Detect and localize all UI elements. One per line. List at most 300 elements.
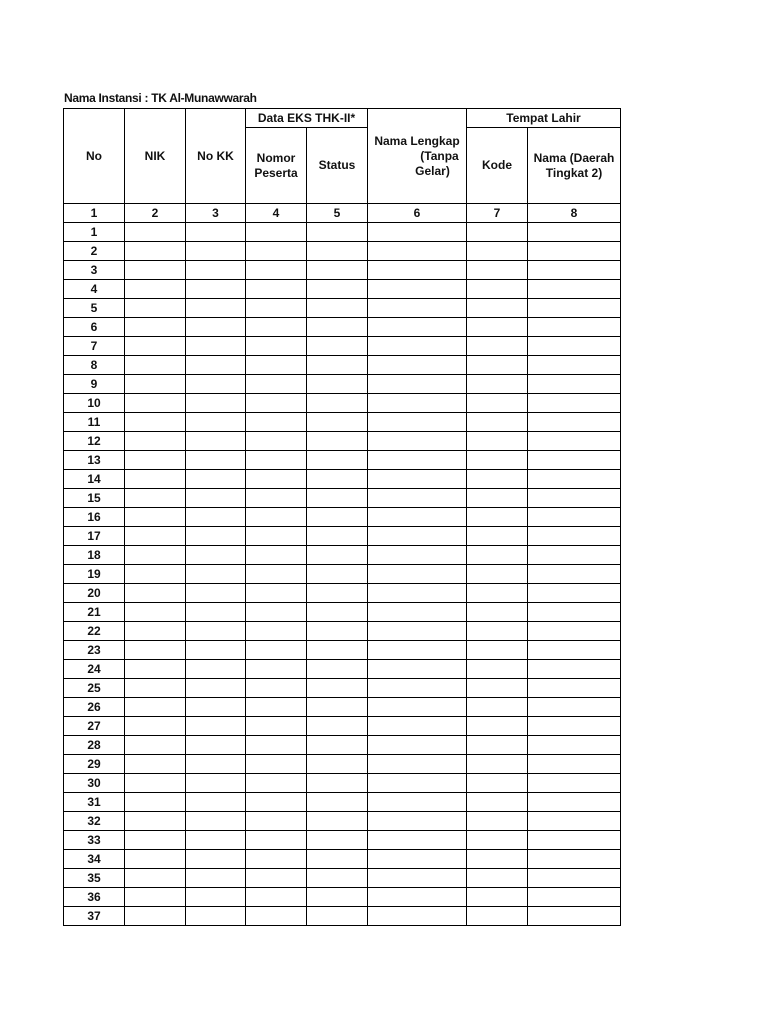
empty-cell[interactable]: [368, 489, 467, 508]
empty-cell[interactable]: [528, 793, 621, 812]
empty-cell[interactable]: [246, 907, 307, 926]
empty-cell[interactable]: [528, 546, 621, 565]
empty-cell[interactable]: [368, 356, 467, 375]
row-number: 9: [64, 375, 125, 394]
empty-cell[interactable]: [125, 584, 186, 603]
empty-cell[interactable]: [467, 261, 528, 280]
empty-cell[interactable]: [368, 850, 467, 869]
empty-cell[interactable]: [467, 831, 528, 850]
empty-cell[interactable]: [467, 375, 528, 394]
empty-cell[interactable]: [467, 432, 528, 451]
empty-cell[interactable]: [528, 698, 621, 717]
empty-cell[interactable]: [368, 774, 467, 793]
empty-cell[interactable]: [125, 679, 186, 698]
table-row: [64, 774, 621, 793]
empty-cell[interactable]: [528, 869, 621, 888]
empty-cell[interactable]: [368, 831, 467, 850]
empty-cell[interactable]: [368, 793, 467, 812]
empty-cell[interactable]: [467, 565, 528, 584]
empty-cell[interactable]: [467, 850, 528, 869]
empty-cell[interactable]: [528, 280, 621, 299]
empty-cell[interactable]: [467, 527, 528, 546]
empty-cell[interactable]: [368, 888, 467, 907]
empty-cell[interactable]: [467, 394, 528, 413]
table-row: [64, 318, 621, 337]
empty-cell[interactable]: [528, 508, 621, 527]
empty-cell[interactable]: [125, 546, 186, 565]
row-number: 8: [64, 356, 125, 375]
empty-cell[interactable]: [246, 812, 307, 831]
empty-cell[interactable]: [528, 736, 621, 755]
empty-cell[interactable]: [528, 432, 621, 451]
empty-cell[interactable]: [467, 679, 528, 698]
empty-cell[interactable]: [307, 375, 368, 394]
table-row: [64, 451, 621, 470]
empty-cell[interactable]: [307, 489, 368, 508]
empty-cell[interactable]: [368, 223, 467, 242]
empty-cell[interactable]: [467, 755, 528, 774]
empty-cell[interactable]: [467, 489, 528, 508]
nama-lengkap-line-3: Gelar): [415, 163, 450, 178]
empty-cell[interactable]: [307, 831, 368, 850]
empty-cell[interactable]: [467, 622, 528, 641]
empty-cell[interactable]: [467, 223, 528, 242]
empty-cell[interactable]: [307, 812, 368, 831]
empty-cell[interactable]: [125, 394, 186, 413]
empty-cell[interactable]: [186, 223, 246, 242]
empty-cell[interactable]: [528, 603, 621, 622]
empty-cell[interactable]: [307, 907, 368, 926]
empty-cell[interactable]: [125, 318, 186, 337]
empty-cell[interactable]: [467, 318, 528, 337]
empty-cell[interactable]: [368, 812, 467, 831]
empty-cell[interactable]: [467, 907, 528, 926]
table-row: [64, 299, 621, 318]
empty-cell[interactable]: [528, 774, 621, 793]
empty-cell[interactable]: [467, 774, 528, 793]
empty-cell[interactable]: [528, 451, 621, 470]
empty-cell[interactable]: [368, 679, 467, 698]
empty-cell[interactable]: [368, 508, 467, 527]
empty-cell[interactable]: [368, 565, 467, 584]
empty-cell[interactable]: [368, 641, 467, 660]
empty-cell[interactable]: [186, 850, 246, 869]
empty-cell[interactable]: [125, 261, 186, 280]
empty-cell[interactable]: [528, 888, 621, 907]
empty-cell[interactable]: [186, 584, 246, 603]
empty-cell[interactable]: [368, 299, 467, 318]
empty-cell[interactable]: [307, 280, 368, 299]
empty-cell[interactable]: [528, 470, 621, 489]
empty-cell[interactable]: [125, 755, 186, 774]
empty-cell[interactable]: [467, 413, 528, 432]
empty-cell[interactable]: [246, 755, 307, 774]
empty-cell[interactable]: [307, 413, 368, 432]
empty-cell[interactable]: [186, 698, 246, 717]
empty-cell[interactable]: [246, 375, 307, 394]
empty-cell[interactable]: [307, 451, 368, 470]
empty-cell[interactable]: [186, 508, 246, 527]
row-number: 33: [64, 831, 125, 850]
empty-cell[interactable]: [528, 489, 621, 508]
empty-cell[interactable]: [125, 299, 186, 318]
empty-cell[interactable]: [125, 527, 186, 546]
table-row: [64, 565, 621, 584]
empty-cell[interactable]: [528, 660, 621, 679]
empty-cell[interactable]: [186, 660, 246, 679]
empty-cell[interactable]: [246, 261, 307, 280]
empty-cell[interactable]: [125, 603, 186, 622]
empty-cell[interactable]: [125, 622, 186, 641]
empty-cell[interactable]: [368, 869, 467, 888]
empty-cell[interactable]: [246, 432, 307, 451]
empty-cell[interactable]: [186, 622, 246, 641]
table-row: [64, 527, 621, 546]
row-number: 12: [64, 432, 125, 451]
empty-cell[interactable]: [467, 280, 528, 299]
empty-cell[interactable]: [246, 565, 307, 584]
empty-cell[interactable]: [246, 546, 307, 565]
empty-cell[interactable]: [125, 869, 186, 888]
empty-cell[interactable]: [307, 546, 368, 565]
empty-cell[interactable]: [246, 413, 307, 432]
empty-cell[interactable]: [368, 261, 467, 280]
empty-cell[interactable]: [186, 641, 246, 660]
empty-cell[interactable]: [307, 508, 368, 527]
empty-cell[interactable]: [307, 223, 368, 242]
empty-cell[interactable]: [368, 375, 467, 394]
empty-cell[interactable]: [186, 603, 246, 622]
row-number: 26: [64, 698, 125, 717]
empty-cell[interactable]: [125, 793, 186, 812]
empty-cell[interactable]: [467, 242, 528, 261]
empty-cell[interactable]: [125, 888, 186, 907]
empty-cell[interactable]: [467, 508, 528, 527]
empty-cell[interactable]: [186, 793, 246, 812]
empty-cell[interactable]: [528, 356, 621, 375]
empty-cell[interactable]: [246, 470, 307, 489]
empty-cell[interactable]: [246, 850, 307, 869]
empty-cell[interactable]: [467, 356, 528, 375]
empty-cell[interactable]: [186, 470, 246, 489]
empty-cell[interactable]: [467, 470, 528, 489]
empty-cell[interactable]: [246, 869, 307, 888]
empty-cell[interactable]: [186, 356, 246, 375]
empty-cell[interactable]: [246, 451, 307, 470]
header-nomor-peserta: Nomor Peserta: [246, 128, 307, 204]
empty-cell[interactable]: [246, 679, 307, 698]
empty-cell[interactable]: [307, 470, 368, 489]
empty-cell[interactable]: [528, 394, 621, 413]
empty-cell[interactable]: [528, 812, 621, 831]
empty-cell[interactable]: [125, 508, 186, 527]
empty-cell[interactable]: [307, 318, 368, 337]
empty-cell[interactable]: [125, 717, 186, 736]
empty-cell[interactable]: [307, 698, 368, 717]
table-row: [64, 356, 621, 375]
empty-cell[interactable]: [186, 375, 246, 394]
empty-cell[interactable]: [528, 641, 621, 660]
empty-cell[interactable]: [125, 641, 186, 660]
empty-cell[interactable]: [467, 793, 528, 812]
empty-cell[interactable]: [307, 261, 368, 280]
empty-cell[interactable]: [368, 907, 467, 926]
empty-cell[interactable]: [186, 736, 246, 755]
empty-cell[interactable]: [125, 223, 186, 242]
empty-cell[interactable]: [467, 641, 528, 660]
empty-cell[interactable]: [186, 394, 246, 413]
empty-cell[interactable]: [246, 736, 307, 755]
empty-cell[interactable]: [246, 717, 307, 736]
empty-cell[interactable]: [125, 489, 186, 508]
empty-cell[interactable]: [186, 318, 246, 337]
empty-cell[interactable]: [368, 755, 467, 774]
empty-cell[interactable]: [246, 508, 307, 527]
empty-cell[interactable]: [186, 679, 246, 698]
empty-cell[interactable]: [246, 641, 307, 660]
empty-cell[interactable]: [528, 318, 621, 337]
empty-cell[interactable]: [368, 451, 467, 470]
empty-cell[interactable]: [307, 527, 368, 546]
empty-cell[interactable]: [307, 584, 368, 603]
empty-cell[interactable]: [246, 622, 307, 641]
empty-cell[interactable]: [528, 337, 621, 356]
empty-cell[interactable]: [246, 888, 307, 907]
empty-cell[interactable]: [186, 907, 246, 926]
empty-cell[interactable]: [246, 223, 307, 242]
empty-cell[interactable]: [186, 774, 246, 793]
table-row: [64, 907, 621, 926]
empty-cell[interactable]: [246, 660, 307, 679]
column-number: 7: [467, 204, 528, 223]
empty-cell[interactable]: [467, 584, 528, 603]
empty-cell[interactable]: [125, 356, 186, 375]
header-nama-lengkap: [368, 109, 467, 204]
empty-cell[interactable]: [125, 812, 186, 831]
row-number: 37: [64, 907, 125, 926]
empty-cell[interactable]: [528, 299, 621, 318]
empty-cell[interactable]: [125, 432, 186, 451]
empty-cell[interactable]: [528, 242, 621, 261]
empty-cell[interactable]: [186, 413, 246, 432]
empty-cell[interactable]: [368, 318, 467, 337]
empty-cell[interactable]: [528, 907, 621, 926]
empty-cell[interactable]: [186, 432, 246, 451]
empty-cell[interactable]: [368, 603, 467, 622]
empty-cell[interactable]: [368, 546, 467, 565]
empty-cell[interactable]: [125, 736, 186, 755]
empty-cell[interactable]: [368, 736, 467, 755]
empty-cell[interactable]: [528, 261, 621, 280]
empty-cell[interactable]: [528, 622, 621, 641]
column-number-row: [64, 204, 621, 223]
empty-cell[interactable]: [125, 660, 186, 679]
empty-cell[interactable]: [307, 603, 368, 622]
empty-cell[interactable]: [467, 660, 528, 679]
empty-cell[interactable]: [125, 831, 186, 850]
empty-cell[interactable]: [368, 394, 467, 413]
empty-cell[interactable]: [467, 888, 528, 907]
empty-cell[interactable]: [307, 774, 368, 793]
empty-cell[interactable]: [186, 565, 246, 584]
empty-cell[interactable]: [307, 394, 368, 413]
empty-cell[interactable]: [246, 337, 307, 356]
empty-cell[interactable]: [307, 869, 368, 888]
empty-cell[interactable]: [246, 356, 307, 375]
empty-cell[interactable]: [368, 717, 467, 736]
row-number: 11: [64, 413, 125, 432]
empty-cell[interactable]: [307, 299, 368, 318]
empty-cell[interactable]: [307, 337, 368, 356]
empty-cell[interactable]: [307, 888, 368, 907]
empty-cell[interactable]: [125, 698, 186, 717]
empty-cell[interactable]: [246, 831, 307, 850]
table-row: [64, 736, 621, 755]
empty-cell[interactable]: [528, 375, 621, 394]
empty-cell[interactable]: [528, 527, 621, 546]
empty-cell[interactable]: [307, 641, 368, 660]
empty-cell[interactable]: [368, 337, 467, 356]
empty-cell[interactable]: [246, 584, 307, 603]
empty-cell[interactable]: [246, 394, 307, 413]
table-row: [64, 622, 621, 641]
row-number: 16: [64, 508, 125, 527]
empty-cell[interactable]: [307, 622, 368, 641]
empty-cell[interactable]: [528, 223, 621, 242]
table-row: [64, 584, 621, 603]
empty-cell[interactable]: [246, 299, 307, 318]
empty-cell[interactable]: [246, 527, 307, 546]
empty-cell[interactable]: [467, 546, 528, 565]
empty-cell[interactable]: [125, 850, 186, 869]
row-number: 35: [64, 869, 125, 888]
empty-cell[interactable]: [307, 755, 368, 774]
empty-cell[interactable]: [125, 337, 186, 356]
empty-cell[interactable]: [125, 774, 186, 793]
empty-cell[interactable]: [368, 280, 467, 299]
empty-cell[interactable]: [528, 679, 621, 698]
empty-cell[interactable]: [246, 280, 307, 299]
empty-cell[interactable]: [467, 736, 528, 755]
empty-cell[interactable]: [528, 850, 621, 869]
table-row: [64, 888, 621, 907]
empty-cell[interactable]: [467, 869, 528, 888]
empty-cell[interactable]: [368, 470, 467, 489]
row-number: 18: [64, 546, 125, 565]
empty-cell[interactable]: [186, 242, 246, 261]
empty-cell[interactable]: [307, 356, 368, 375]
table-row: [64, 850, 621, 869]
empty-cell[interactable]: [368, 413, 467, 432]
empty-cell[interactable]: [368, 698, 467, 717]
empty-cell[interactable]: [368, 527, 467, 546]
header-no: No: [64, 109, 125, 204]
data-table: [63, 108, 621, 926]
empty-cell[interactable]: [467, 337, 528, 356]
empty-cell[interactable]: [307, 242, 368, 261]
empty-cell[interactable]: [528, 413, 621, 432]
empty-cell[interactable]: [186, 717, 246, 736]
empty-cell[interactable]: [186, 451, 246, 470]
empty-cell[interactable]: [528, 584, 621, 603]
empty-cell[interactable]: [125, 470, 186, 489]
empty-cell[interactable]: [125, 565, 186, 584]
empty-cell[interactable]: [246, 489, 307, 508]
row-number: 6: [64, 318, 125, 337]
empty-cell[interactable]: [246, 793, 307, 812]
column-number: 2: [125, 204, 186, 223]
empty-cell[interactable]: [186, 831, 246, 850]
empty-cell[interactable]: [186, 280, 246, 299]
empty-cell[interactable]: [368, 584, 467, 603]
empty-cell[interactable]: [186, 888, 246, 907]
empty-cell[interactable]: [246, 603, 307, 622]
empty-cell[interactable]: [246, 242, 307, 261]
row-number: 20: [64, 584, 125, 603]
empty-cell[interactable]: [368, 660, 467, 679]
empty-cell[interactable]: [186, 546, 246, 565]
row-number: 28: [64, 736, 125, 755]
instansi-title: Nama Instansi : TK Al-Munawwarah: [64, 91, 257, 105]
empty-cell[interactable]: [186, 337, 246, 356]
empty-cell[interactable]: [246, 698, 307, 717]
empty-cell[interactable]: [186, 527, 246, 546]
empty-cell[interactable]: [528, 565, 621, 584]
empty-cell[interactable]: [186, 869, 246, 888]
empty-cell[interactable]: [246, 774, 307, 793]
empty-cell[interactable]: [307, 565, 368, 584]
empty-cell[interactable]: [125, 242, 186, 261]
empty-cell[interactable]: [186, 261, 246, 280]
empty-cell[interactable]: [307, 679, 368, 698]
empty-cell[interactable]: [467, 299, 528, 318]
empty-cell[interactable]: [467, 451, 528, 470]
row-number: 32: [64, 812, 125, 831]
empty-cell[interactable]: [368, 432, 467, 451]
empty-cell[interactable]: [125, 413, 186, 432]
empty-cell[interactable]: [307, 793, 368, 812]
empty-cell[interactable]: [368, 242, 467, 261]
empty-cell[interactable]: [125, 907, 186, 926]
empty-cell[interactable]: [125, 375, 186, 394]
empty-cell[interactable]: [307, 660, 368, 679]
empty-cell[interactable]: [467, 698, 528, 717]
empty-cell[interactable]: [307, 736, 368, 755]
empty-cell[interactable]: [467, 603, 528, 622]
empty-cell[interactable]: [246, 318, 307, 337]
empty-cell[interactable]: [307, 717, 368, 736]
empty-cell[interactable]: [368, 622, 467, 641]
empty-cell[interactable]: [186, 489, 246, 508]
header-nik: NIK: [125, 109, 186, 204]
empty-cell[interactable]: [467, 812, 528, 831]
empty-cell[interactable]: [307, 850, 368, 869]
row-number: 5: [64, 299, 125, 318]
empty-cell[interactable]: [307, 432, 368, 451]
empty-cell[interactable]: [467, 717, 528, 736]
table-row: [64, 413, 621, 432]
empty-cell[interactable]: [528, 755, 621, 774]
table-row: [64, 641, 621, 660]
table-row: [64, 660, 621, 679]
empty-cell[interactable]: [186, 755, 246, 774]
empty-cell[interactable]: [186, 299, 246, 318]
empty-cell[interactable]: [125, 280, 186, 299]
empty-cell[interactable]: [528, 831, 621, 850]
empty-cell[interactable]: [186, 812, 246, 831]
empty-cell[interactable]: [528, 717, 621, 736]
empty-cell[interactable]: [125, 451, 186, 470]
